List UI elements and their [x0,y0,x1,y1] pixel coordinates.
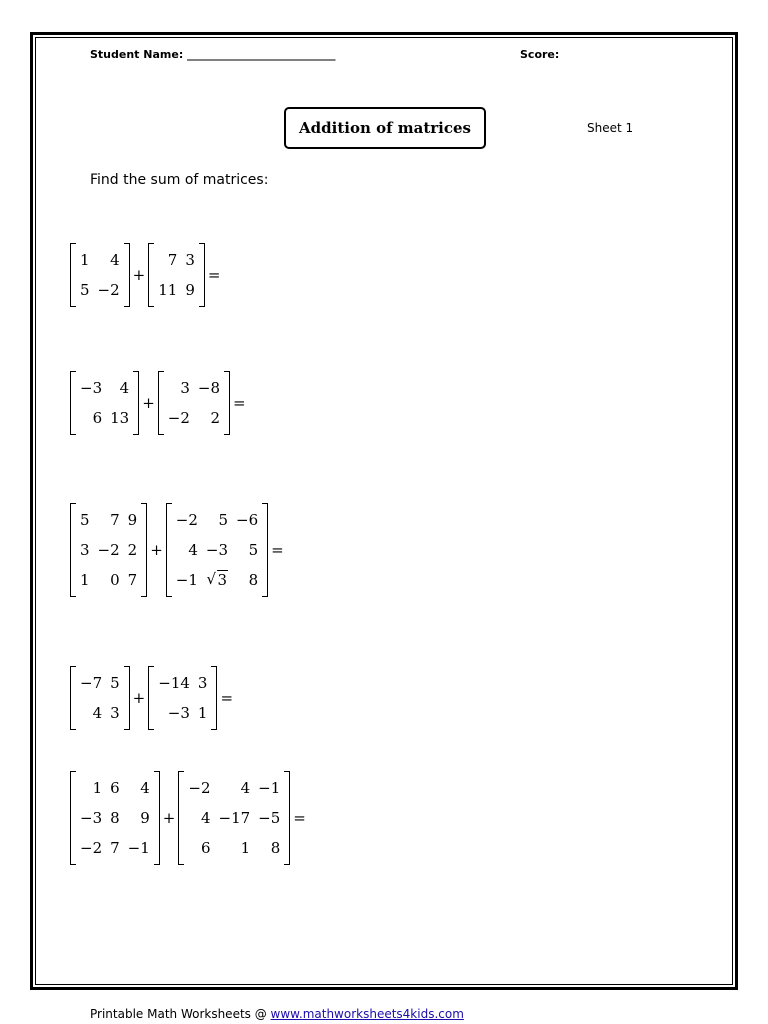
matrix-cell: 2 [210,409,221,427]
matrix-cell: −3 [205,541,229,559]
problem-1 [70,243,223,307]
matrix-cell: 9 [127,511,138,529]
matrix-cell: 3 [110,704,120,722]
matrix-cell: −14 [158,674,190,692]
matrix-cell: 5 [80,281,90,299]
matrix-cell: 5 [80,511,90,529]
matrix-cell: −3 [167,704,190,722]
matrix-cell: 6 [110,779,120,797]
matrix-cell: 6 [92,409,103,427]
matrix-cell: 7 [127,571,138,589]
matrix-left [70,503,147,597]
matrix-cell: 4 [92,704,103,722]
matrix-cell: −2 [80,839,103,857]
matrix-cell: 4 [110,251,120,269]
matrix-cell: −1 [127,839,150,857]
equals-sign: = [207,266,221,284]
matrix-right [148,666,217,730]
matrix-cell: 9 [185,281,195,299]
footer-link[interactable]: www.mathworksheets4kids.com [270,1007,464,1021]
matrix-right [178,771,290,865]
matrix-cell: 1 [80,571,90,589]
matrix-cell: −5 [258,809,281,827]
matrix-cell: −2 [97,541,120,559]
matrix-right [166,503,268,597]
student-name-label: Student Name: ___________________________ [90,48,336,61]
plus-sign: + [150,541,163,559]
footer [90,1007,464,1021]
matrix-cell: 8 [248,571,259,589]
equals-sign: = [271,541,284,559]
matrix-cell: 3 [180,379,190,397]
matrix-cell: 5 [110,674,120,692]
matrix-cell: −3 [80,809,103,827]
matrix-cell: 6 [200,839,211,857]
matrix-cell [202,565,232,595]
matrix-cell: 1 [80,251,90,269]
matrix-cell: 5 [248,541,259,559]
matrix-cell: −7 [80,674,103,692]
matrix-cell: 8 [110,809,120,827]
matrix-right [158,371,230,435]
plus-sign: + [132,689,146,707]
matrix-cell: 4 [119,379,130,397]
matrix-cell: −3 [80,379,103,397]
plus-sign: + [142,394,155,412]
instruction-text: Find the sum of matrices: [90,172,269,188]
matrix-cell: 8 [270,839,281,857]
worksheet-title: Addition of matrices [284,107,486,149]
matrix-left [70,371,139,435]
matrix-cell: 3 [197,674,208,692]
equals-sign: = [220,689,234,707]
square-root-sign: √ 3 [207,565,229,595]
equals-sign: = [293,809,306,827]
matrix-cell: 9 [140,809,150,827]
matrix-cell: −6 [236,511,259,529]
matrix-left [70,666,130,730]
matrix-cell: 7 [167,251,178,269]
plus-sign: + [132,266,146,284]
matrix-cell: −2 [188,779,211,797]
matrix-cell: −2 [97,281,120,299]
matrix-cell: 1 [197,704,208,722]
matrix-left [70,771,160,865]
matrix-cell: 4 [200,809,211,827]
matrix-cell: −2 [175,511,198,529]
matrix-cell: 5 [218,511,229,529]
matrix-cell: 13 [110,409,130,427]
matrix-left [70,243,130,307]
matrix-cell: −17 [218,809,251,827]
matrix-cell: 3 [185,251,195,269]
problem-2 [70,371,249,435]
matrix-cell: 3 [80,541,90,559]
problem-3 [70,503,287,597]
matrix-right [148,243,205,307]
matrix-cell: 0 [110,571,120,589]
matrix-cell: −1 [175,571,198,589]
matrix-cell: 7 [110,839,120,857]
matrix-cell: 4 [140,779,150,797]
matrix-cell: −1 [258,779,281,797]
matrix-cell: 2 [127,541,138,559]
matrix-cell: 1 [240,839,251,857]
matrix-cell: 11 [158,281,178,299]
problem-5 [70,771,309,865]
footer-prefix: Printable Math Worksheets @ [90,1007,271,1021]
matrix-cell: 7 [110,511,120,529]
matrix-cell: 4 [240,779,251,797]
plus-sign: + [162,809,176,827]
sheet-label: Sheet 1 [587,121,634,135]
matrix-cell: 4 [188,541,198,559]
matrix-cell: 1 [92,779,103,797]
equals-sign: = [233,394,246,412]
matrix-cell: −8 [197,379,221,397]
score-label: Score: [520,48,560,61]
problem-4 [70,666,236,730]
matrix-cell: −2 [167,409,190,427]
